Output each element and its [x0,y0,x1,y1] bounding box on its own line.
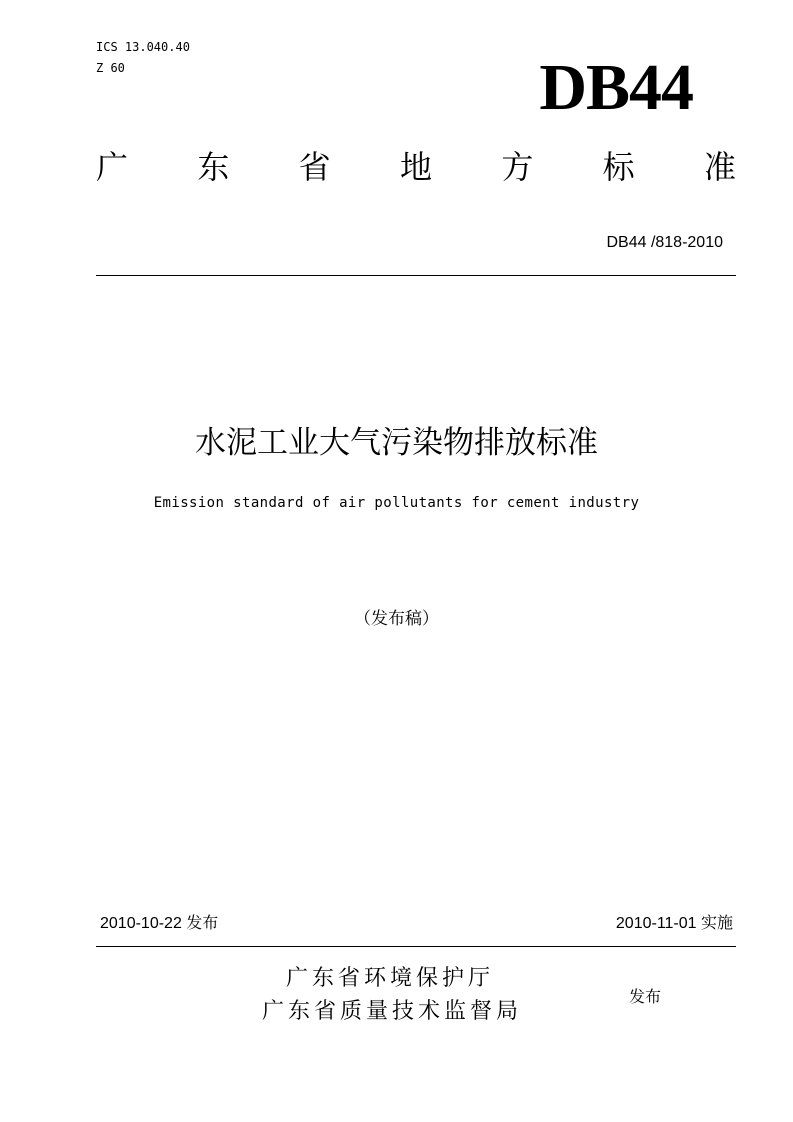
standard-type-char: 地 [399,148,432,186]
issuer-name: 广东省质量技术监督局 [262,999,523,1024]
issue-date: 2010-10-22 发布 [100,915,219,932]
ics-code: ICS 13.040.40 [96,40,190,54]
document-title-chinese: 水泥工业大气污染物排放标准 [195,425,598,461]
db44-logo: DB44 [539,51,693,124]
publish-label: 发布 [629,987,662,1006]
standard-type-char: 广 [96,148,129,186]
classification-code: Z 60 [96,61,125,75]
bottom-divider [96,946,736,947]
standard-type-char: 方 [501,148,534,186]
effective-date: 2010-11-01 实施 [615,915,733,932]
standard-type-char: 准 [703,148,736,186]
standard-type-char: 东 [197,148,230,186]
standard-type-char: 标 [602,148,635,186]
standard-type-heading [96,144,736,190]
standard-type-char: 省 [298,148,331,186]
issuer-name: 广东省环境保护厅 [286,966,495,991]
top-divider [96,275,736,276]
standard-number: DB44 /818-2010 [606,234,723,251]
issuer-block [262,962,622,1028]
document-title-english: Emission standard of air pollutants for cement industry [153,495,640,511]
release-status: （发布稿） [354,609,439,629]
